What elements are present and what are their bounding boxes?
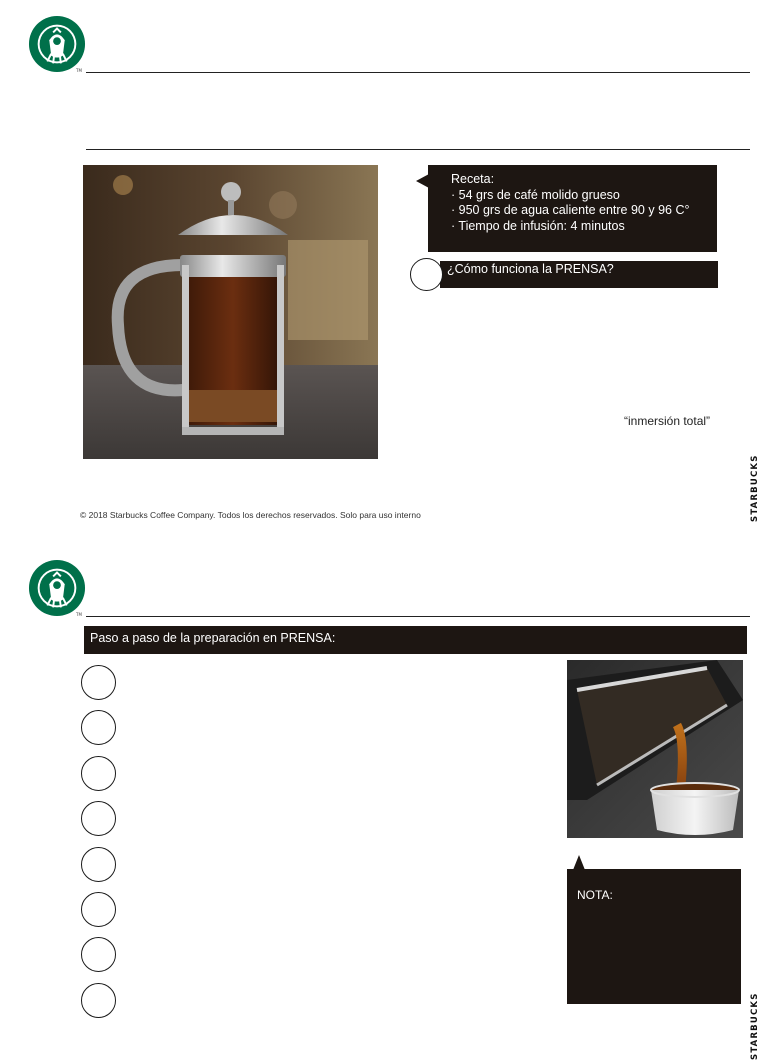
- steps-header-label: Paso a paso de la preparación en PRENSA:: [90, 631, 336, 645]
- trademark-mark: TM: [76, 68, 82, 73]
- recipe-item: · 950 grs de agua caliente entre 90 y 96 C°: [451, 203, 690, 217]
- immersion-quote: “inmersión total”: [624, 414, 711, 428]
- steps-header-bar: [84, 626, 747, 654]
- step-circle: [81, 983, 116, 1018]
- how-it-works-circle: [410, 258, 443, 291]
- trademark-mark: TM: [76, 612, 82, 617]
- side-brand-wordmark: STARBUCKS: [750, 992, 760, 1060]
- step-circle: [81, 847, 116, 882]
- pouring-coffee-photo: [567, 660, 743, 838]
- note-box: [567, 869, 741, 1004]
- step-circle: [81, 801, 116, 836]
- side-brand-wordmark: STARBUCKS: [750, 454, 760, 522]
- how-it-works-bar: [440, 261, 718, 288]
- recipe-box: [428, 165, 717, 252]
- title-rule: [86, 149, 750, 150]
- step-circle: [81, 937, 116, 972]
- recipe-heading: Receta:: [451, 172, 495, 186]
- starbucks-logo: [28, 559, 86, 617]
- recipe-item: · 54 grs de café molido grueso: [451, 187, 620, 202]
- header-rule: [86, 616, 750, 617]
- note-label: NOTA:: [577, 888, 613, 902]
- note-callout-pointer: [573, 855, 585, 870]
- step-circle: [81, 710, 116, 745]
- french-press-photo: [83, 165, 378, 459]
- step-circle: [81, 756, 116, 791]
- recipe-item: · Tiempo de infusión: 4 minutos: [451, 218, 625, 233]
- header-rule: [86, 72, 750, 73]
- copyright-notice: © 2018 Starbucks Coffee Company. Todos los derechos reservados. Solo para uso interno: [80, 510, 421, 520]
- how-it-works-label: ¿Cómo funciona la PRENSA?: [447, 262, 614, 276]
- starbucks-logo: [28, 15, 86, 73]
- step-circle: [81, 665, 116, 700]
- step-circle: [81, 892, 116, 927]
